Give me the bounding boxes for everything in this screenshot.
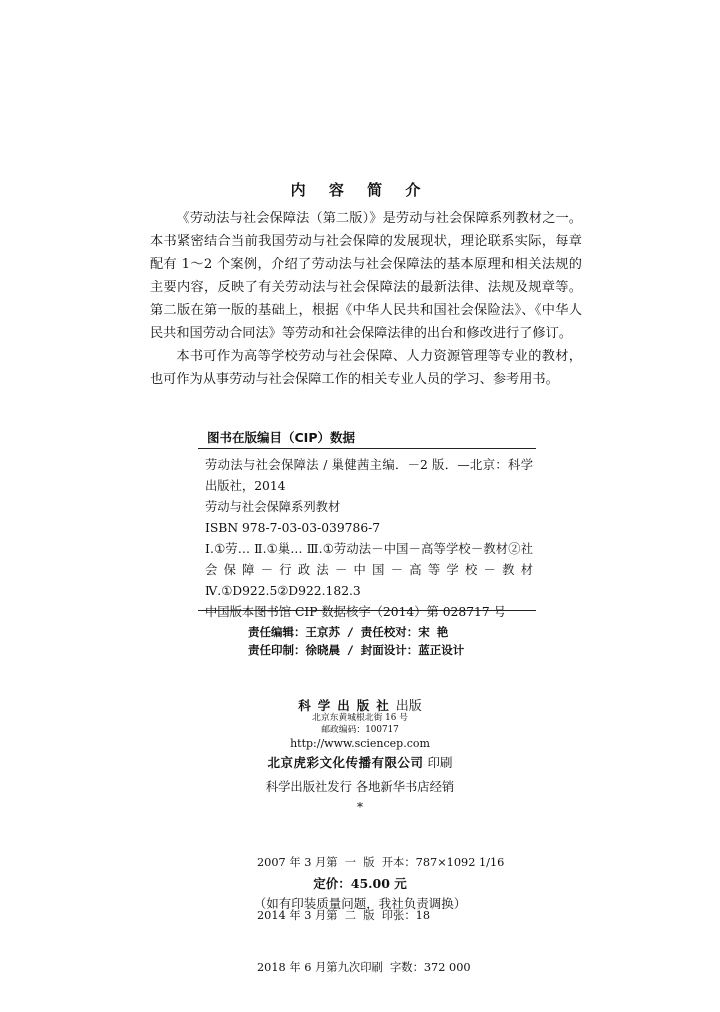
publisher-line — [0, 695, 720, 714]
edition-line: 2014 年 3 月第 二 版 印张：18 — [257, 908, 431, 922]
cip-record — [205, 455, 533, 623]
editors-line: 责任印制：徐晓晨 / 封面设计：蓝正设计 — [248, 643, 465, 657]
summary-title: 内 容 简 介 — [290, 181, 430, 199]
cip-title-line: 劳动法与社会保障法 / 巢健茜主编．－2 版．—北京：科学出版社，2014 — [205, 458, 533, 493]
summary-paragraph: 本书可作为高等学校劳动与社会保障、人力资源管理等专业的教材，也可作为从事劳动与社会保障工作的相关专业人员的学习、参考用书。 — [150, 349, 582, 387]
price: 定价：45.00 元 — [313, 876, 407, 891]
printer-name: 北京虎彩文化传播有限公司 — [267, 755, 424, 770]
edition-info — [257, 819, 504, 1012]
publisher-name: 科学出版社 — [298, 698, 396, 713]
publisher-postcode: 邮政编码：100717 — [321, 725, 399, 735]
publisher-suffix: 出版 — [395, 699, 422, 714]
cip-classification-line: Ⅰ.①劳… Ⅱ.①巢… Ⅲ.①劳动法－中国－高等学校－教材②社会保障－行政法－中国－高等学校－教材 Ⅳ.①D922.5②D922.182.3 — [205, 542, 533, 598]
separator-star: * — [357, 800, 363, 814]
cip-heading: 图书在版编目（CIP）数据 — [207, 430, 355, 445]
editors-line: 责任编辑：王京苏 / 责任校对：宋 艳 — [248, 625, 449, 639]
summary-paragraph: 《劳动法与社会保障法（第二版）》是劳动与社会保障系列教材之一。本书紧密结合当前我国劳动与社会保障的发展现状，理论联系实际，每章配有 1～2 个案例，介绍了劳动法与社会保障法的基本原理和相关法规的主要内容，反映了有关劳动法与社会保障法的最新法律、法规及规章等。第二版在第一版的基础上，根据《中华人民共和国社会保险法》、《中华人民共和国劳动合同法》等劳动和社会保障法律的出台和修改进行了修订。 — [150, 211, 582, 341]
edition-line: 2007 年 3 月第 一 版 开本：787×1092 1/16 — [257, 856, 505, 869]
cip-series-line: 劳动与社会保障系列教材 — [205, 500, 341, 514]
quality-notice: （如有印装质量问题，我社负责调换） — [253, 896, 467, 911]
publisher-website: http://www.sciencep.com — [290, 737, 430, 750]
printer-line — [0, 753, 720, 771]
editors-credits — [248, 623, 464, 659]
distribution-line: 科学出版社发行 各地新华书店经销 — [265, 780, 455, 794]
printer-suffix: 印刷 — [427, 755, 453, 770]
summary-body — [150, 207, 582, 391]
edition-line: 2018 年 6 月第九次印刷 字数：372 000 — [257, 961, 471, 974]
cip-bottom-rule — [198, 610, 536, 611]
cip-isbn-line: ISBN 978-7-03-03-039786-7 — [205, 521, 381, 535]
cip-top-rule — [198, 448, 536, 449]
publisher-address: 北京东黄城根北街 16 号 — [312, 713, 408, 723]
cip-number-line: 中国版本图书馆 CIP 数据核字（2014）第 028717 号 — [205, 605, 506, 619]
